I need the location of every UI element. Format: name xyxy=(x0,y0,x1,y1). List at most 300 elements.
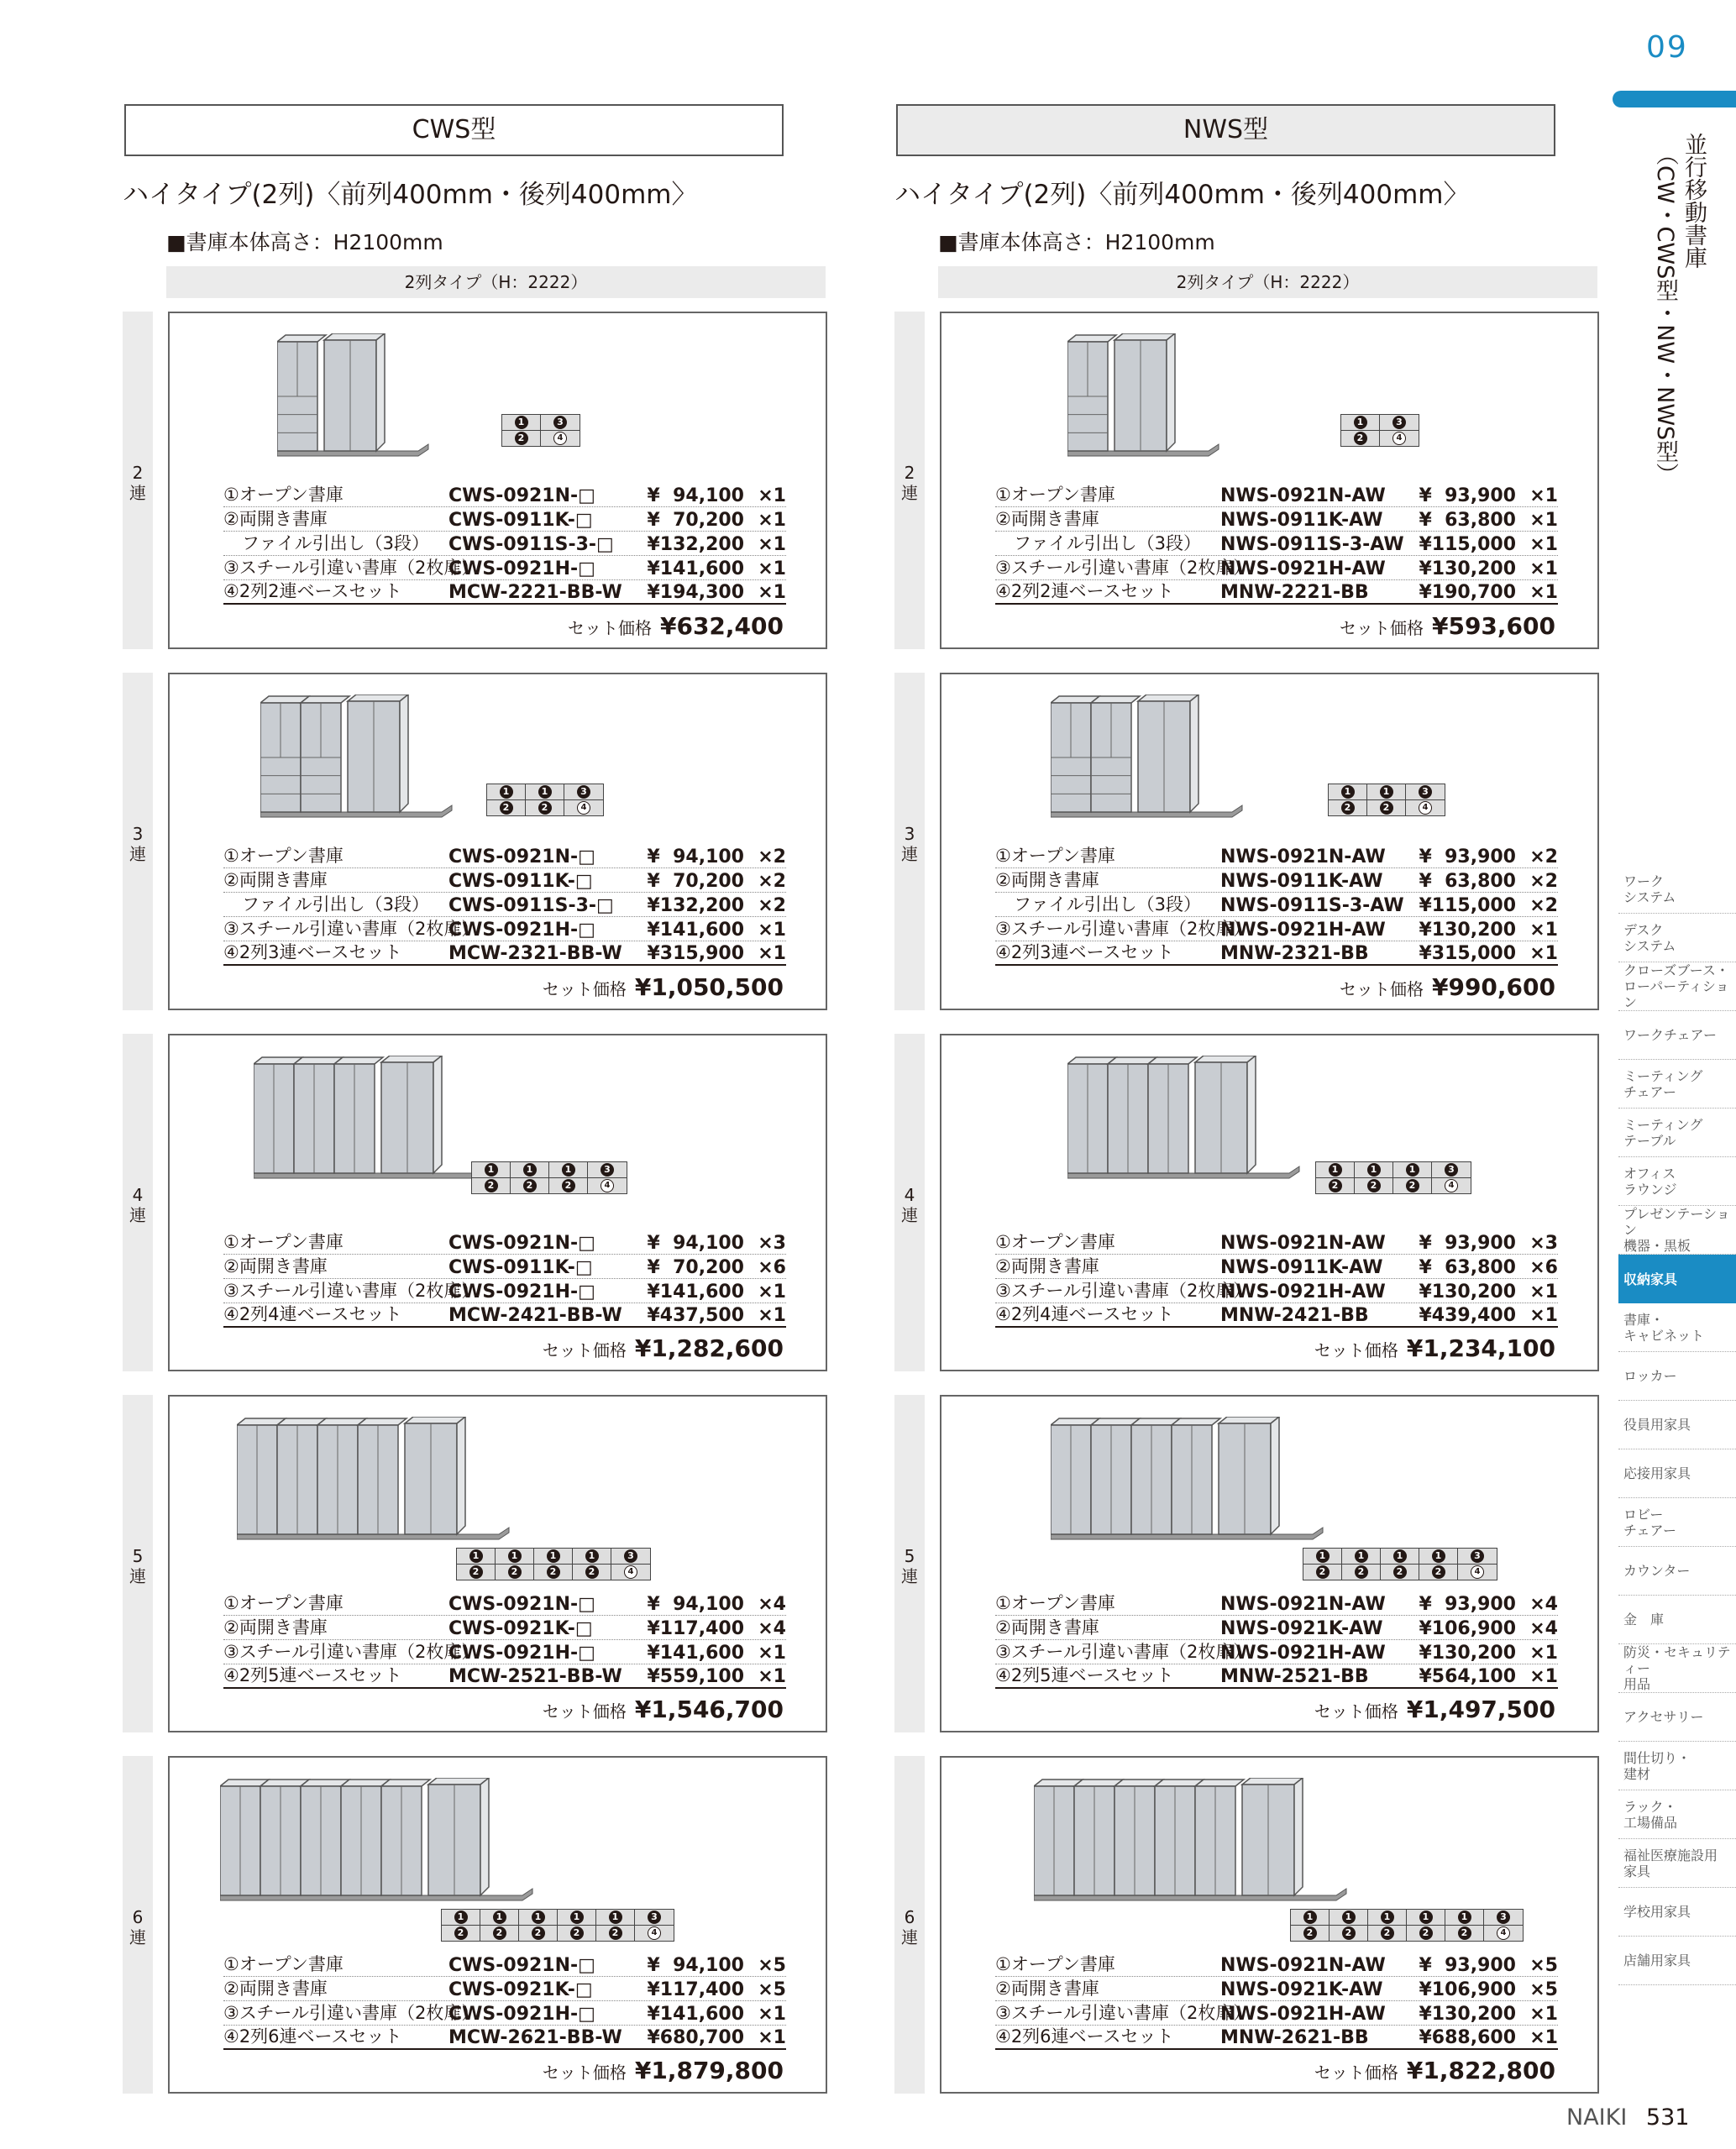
item-price: ¥559,100 xyxy=(647,1666,744,1687)
item-row xyxy=(223,532,786,556)
unit-number-icon: 2 xyxy=(570,1926,584,1940)
nav-item[interactable]: アクセサリー xyxy=(1618,1693,1736,1742)
item-name: ③スチール引違い書庫（2枚扉） xyxy=(223,558,480,578)
diagram-cell xyxy=(588,1162,627,1177)
diagram-row-back xyxy=(442,1926,674,1941)
item-quantity: ×1 xyxy=(1529,1643,1558,1664)
diagram-cell xyxy=(1406,800,1445,815)
item-code: CWS-0921N-□ xyxy=(448,1594,595,1615)
diagram-cell xyxy=(611,1549,650,1564)
unit-number-icon: 2 xyxy=(1419,1926,1433,1940)
unit-number-icon: 1 xyxy=(1380,785,1393,799)
diagram-cell xyxy=(502,415,541,430)
item-quantity: ×1 xyxy=(1529,920,1558,941)
diagram-cell xyxy=(480,1926,519,1941)
item-row xyxy=(995,917,1558,941)
item-row xyxy=(995,1255,1558,1279)
item-name: ①オープン書庫 xyxy=(223,1593,344,1613)
set-price-value: ¥1,546,700 xyxy=(634,1696,784,1723)
item-quantity: ×5 xyxy=(1529,1979,1558,2000)
item-code: NWS-0921K-AW xyxy=(1220,1618,1383,1639)
configuration-box xyxy=(168,1756,827,2094)
diagram-cell xyxy=(1291,1926,1330,1941)
unit-number-icon: 2 xyxy=(1393,1565,1407,1579)
item-price: ¥130,200 xyxy=(1419,1643,1516,1664)
nav-item[interactable]: オフィス ラウンジ xyxy=(1618,1157,1736,1206)
item-quantity: ×2 xyxy=(758,846,786,867)
item-quantity: ×1 xyxy=(758,1305,786,1326)
type-label: 2列タイプ（H：2222） xyxy=(166,266,826,298)
item-code: MCW-2321-BB-W xyxy=(448,943,622,964)
item-quantity: ×1 xyxy=(1529,1305,1558,1326)
item-code: MCW-2221-BB-W xyxy=(448,582,622,603)
nav-item[interactable]: ミーティング テーブル xyxy=(1618,1109,1736,1157)
diagram-cell xyxy=(1316,1178,1355,1193)
diagram-cell xyxy=(511,1162,549,1177)
diagram-cell xyxy=(558,1926,596,1941)
side-title: 並行移動書庫 xyxy=(1681,133,1707,269)
unit-number-icon: 1 xyxy=(1381,1911,1394,1924)
unit-number-icon: 1 xyxy=(1419,1911,1433,1924)
item-quantity: ×1 xyxy=(758,943,786,964)
item-price: ¥130,200 xyxy=(1419,1282,1516,1303)
side-subtitle: （CW・CWS型・NW・NWS型） xyxy=(1652,143,1678,486)
shelving-illustration xyxy=(220,1778,539,1921)
item-row xyxy=(995,941,1558,966)
unit-number-icon: 3 xyxy=(1392,416,1406,429)
item-name: ③スチール引違い書庫（2枚扉） xyxy=(995,1281,1251,1301)
configuration-block xyxy=(894,1756,1596,2105)
item-name: ファイル引出し（3段） xyxy=(1014,533,1201,553)
item-row xyxy=(223,1977,786,2001)
nav-item[interactable]: ロビー チェアー xyxy=(1618,1498,1736,1547)
nav-item[interactable]: クローズブース・ ローパーティション xyxy=(1618,962,1736,1011)
nav-item[interactable]: ロッカー xyxy=(1618,1352,1736,1401)
unit-number-icon: 1 xyxy=(1354,416,1367,429)
illustration xyxy=(237,1417,516,1563)
chapter-number: 09 xyxy=(1646,30,1688,65)
item-price: ¥117,400 xyxy=(647,1979,744,2000)
set-price-label: セット価格 xyxy=(542,2063,627,2083)
diagram-cell xyxy=(457,1549,496,1564)
diagram-cell xyxy=(573,1549,611,1564)
item-name: ④2列4連ベースセット xyxy=(223,1304,402,1324)
item-price: ¥ 70,200 xyxy=(647,871,744,892)
unit-number-icon: 1 xyxy=(538,785,552,799)
item-code: CWS-0921N-□ xyxy=(448,846,595,867)
item-quantity: ×6 xyxy=(758,1257,786,1278)
item-quantity: ×4 xyxy=(1529,1594,1558,1615)
item-code: NWS-0921N-AW xyxy=(1220,1233,1386,1254)
item-name: ④2列2連ベースセット xyxy=(223,581,402,601)
unit-number-icon: 4 xyxy=(1445,1179,1458,1192)
page-footer xyxy=(1566,2104,1689,2131)
unit-number-icon: 2 xyxy=(508,1565,522,1579)
unit-number-icon: 2 xyxy=(469,1565,483,1579)
item-row xyxy=(223,1591,786,1616)
item-quantity: ×1 xyxy=(1529,485,1558,506)
unit-number-icon: 4 xyxy=(577,801,590,815)
shelving-illustration xyxy=(1034,1778,1353,1921)
item-price: ¥132,200 xyxy=(647,895,744,916)
item-name: ③スチール引違い書庫（2枚扉） xyxy=(223,919,480,939)
unit-number-icon: 1 xyxy=(469,1549,483,1563)
item-price: ¥141,600 xyxy=(647,558,744,579)
item-quantity: ×2 xyxy=(758,895,786,916)
configuration-block xyxy=(123,1034,824,1383)
item-name: ③スチール引違い書庫（2枚扉） xyxy=(995,1642,1251,1662)
item-code: CWS-0921H-□ xyxy=(448,2004,595,2025)
illustration xyxy=(1051,694,1249,841)
set-price-label: セット価格 xyxy=(1339,618,1424,638)
item-name: ②両開き書庫 xyxy=(223,870,328,890)
unit-number-icon: 1 xyxy=(1342,1911,1356,1924)
nav-item[interactable]: 金 庫 xyxy=(1618,1596,1736,1644)
diagram-cell xyxy=(534,1565,573,1580)
set-price xyxy=(1340,612,1555,640)
nav-item[interactable]: 役員用家具 xyxy=(1618,1401,1736,1449)
item-list xyxy=(995,844,1558,966)
item-code: CWS-0921N-□ xyxy=(448,1233,595,1254)
diagram-cell xyxy=(1458,1549,1497,1564)
nav-item[interactable]: 福祉医療施設用 家具 xyxy=(1618,1839,1736,1888)
diagram-cell xyxy=(1342,1565,1381,1580)
item-name: ①オープン書庫 xyxy=(995,1593,1115,1613)
item-quantity: ×1 xyxy=(758,558,786,579)
nav-item[interactable]: 書庫・ キャビネット xyxy=(1618,1303,1736,1352)
diagram-cell xyxy=(526,800,564,815)
unit-number-icon: 3 xyxy=(624,1549,637,1563)
unit-number-icon: 3 xyxy=(1419,785,1432,799)
item-quantity: ×1 xyxy=(1529,1282,1558,1303)
item-code: NWS-0911S-3-AW xyxy=(1220,534,1404,555)
nav-item[interactable]: 間仕切り・ 建材 xyxy=(1618,1742,1736,1790)
item-quantity: ×2 xyxy=(758,871,786,892)
item-code: NWS-0921N-AW xyxy=(1220,1594,1386,1615)
item-quantity: ×1 xyxy=(758,485,786,506)
layout-diagram xyxy=(1303,1548,1497,1580)
layout-diagram xyxy=(1340,414,1419,447)
unit-number-icon: 3 xyxy=(553,416,567,429)
unit-number-icon: 2 xyxy=(532,1926,545,1940)
diagram-row-back xyxy=(1341,431,1419,446)
diagram-cell xyxy=(519,1926,558,1941)
nav-item[interactable]: プレゼンテーション 機器・黒板 xyxy=(1618,1206,1736,1255)
item-price: ¥ 93,900 xyxy=(1419,846,1516,867)
item-code: NWS-0911K-AW xyxy=(1220,510,1383,531)
item-code: NWS-0911S-3-AW xyxy=(1220,895,1404,916)
nav-item[interactable]: ワーク システム xyxy=(1618,865,1736,914)
item-row xyxy=(995,483,1558,507)
item-row xyxy=(223,1255,786,1279)
unit-count-label: 6 連 xyxy=(123,1756,153,2094)
item-quantity: ×3 xyxy=(1529,1233,1558,1254)
diagram-cell xyxy=(588,1178,627,1193)
diagram-cell xyxy=(1380,415,1419,430)
layout-diagram xyxy=(1328,784,1445,816)
item-row xyxy=(995,844,1558,868)
page-number: 531 xyxy=(1645,2104,1690,2131)
item-name: ②両開き書庫 xyxy=(995,1256,1099,1276)
item-name: ③スチール引違い書庫（2枚扉） xyxy=(995,558,1251,578)
set-price xyxy=(543,2057,784,2084)
item-code: NWS-0921H-AW xyxy=(1220,558,1386,579)
diagram-cell xyxy=(1458,1565,1497,1580)
unit-number-icon: 1 xyxy=(515,416,528,429)
unit-number-icon: 2 xyxy=(1381,1926,1394,1940)
item-price: ¥ 93,900 xyxy=(1419,1955,1516,1976)
nav-item[interactable]: カウンター xyxy=(1618,1547,1736,1596)
unit-number-icon: 2 xyxy=(515,432,528,445)
diagram-cell xyxy=(1355,1162,1393,1177)
unit-number-icon: 1 xyxy=(1355,1549,1368,1563)
layout-diagram xyxy=(1290,1909,1524,1942)
set-price-value: ¥1,879,800 xyxy=(634,2057,784,2084)
cws-column xyxy=(123,104,824,2105)
set-price xyxy=(1314,1696,1555,1723)
item-code: NWS-0921H-AW xyxy=(1220,1643,1386,1664)
item-name: ④2列6連ベースセット xyxy=(995,2026,1174,2047)
item-price: ¥ 93,900 xyxy=(1419,1233,1516,1254)
item-quantity: ×1 xyxy=(758,2027,786,2048)
configuration-block xyxy=(123,312,824,661)
configuration-box xyxy=(940,1034,1599,1371)
diagram-cell xyxy=(635,1910,674,1925)
diagram-row-front xyxy=(1341,415,1419,431)
item-name: ②両開き書庫 xyxy=(223,1617,328,1638)
item-price: ¥ 63,800 xyxy=(1419,871,1516,892)
item-code: CWS-0921H-□ xyxy=(448,558,595,579)
diagram-cell xyxy=(511,1178,549,1193)
unit-number-icon: 1 xyxy=(1393,1549,1407,1563)
item-row xyxy=(223,1616,786,1640)
item-price: ¥130,200 xyxy=(1419,920,1516,941)
unit-number-icon: 1 xyxy=(1341,785,1355,799)
diagram-cell xyxy=(526,784,564,799)
unit-number-icon: 1 xyxy=(454,1911,468,1924)
item-row xyxy=(223,868,786,893)
item-name: ②両開き書庫 xyxy=(223,1256,328,1276)
unit-number-icon: 2 xyxy=(1316,1565,1330,1579)
item-name: ③スチール引違い書庫（2枚扉） xyxy=(995,2003,1251,2023)
item-code: CWS-0911K-□ xyxy=(448,510,593,531)
item-code: CWS-0921H-□ xyxy=(448,1282,595,1303)
diagram-row-back xyxy=(472,1178,627,1193)
item-name: ファイル引出し（3段） xyxy=(1014,894,1201,915)
item-price: ¥564,100 xyxy=(1419,1666,1516,1687)
item-price: ¥117,400 xyxy=(647,1618,744,1639)
item-row xyxy=(995,1640,1558,1664)
configuration-box xyxy=(940,1395,1599,1732)
item-row xyxy=(223,507,786,532)
illustration xyxy=(1067,1056,1306,1202)
item-list xyxy=(223,1952,786,2050)
item-name: ④2列4連ベースセット xyxy=(995,1304,1174,1324)
diagram-row-back xyxy=(487,800,603,815)
layout-diagram xyxy=(501,414,580,447)
diagram-cell xyxy=(472,1178,511,1193)
diagram-cell xyxy=(1341,415,1380,430)
unit-number-icon: 1 xyxy=(500,785,513,799)
item-code: NWS-0921K-AW xyxy=(1220,1979,1383,2000)
nav-item[interactable]: 応接用家具 xyxy=(1618,1449,1736,1498)
unit-number-icon: 1 xyxy=(493,1911,506,1924)
diagram-cell xyxy=(1329,784,1367,799)
diagram-cell xyxy=(487,800,526,815)
nav-item[interactable]: 防災・セキュリティー 用品 xyxy=(1618,1644,1736,1693)
item-row xyxy=(995,507,1558,532)
item-name: ③スチール引違い書庫（2枚扉） xyxy=(223,2003,480,2023)
unit-number-icon: 2 xyxy=(1355,1565,1368,1579)
item-name: ④2列6連ベースセット xyxy=(223,2026,402,2047)
item-name: ①オープン書庫 xyxy=(995,1954,1115,1974)
diagram-cell xyxy=(1484,1926,1523,1941)
item-name: ④2列2連ベースセット xyxy=(995,581,1174,601)
unit-number-icon: 1 xyxy=(1406,1163,1419,1177)
diagram-cell xyxy=(1367,784,1406,799)
item-code: NWS-0921N-AW xyxy=(1220,846,1386,867)
brand-name: NAIKI xyxy=(1566,2104,1628,2131)
nav-item[interactable]: 店舗用家具 xyxy=(1618,1937,1736,1985)
nav-item[interactable]: ワークチェアー xyxy=(1618,1011,1736,1060)
unit-number-icon: 2 xyxy=(1303,1926,1317,1940)
nav-item[interactable]: ラック・ 工場備品 xyxy=(1618,1790,1736,1839)
unit-number-icon: 3 xyxy=(648,1911,661,1924)
diagram-cell xyxy=(487,784,526,799)
configuration-box xyxy=(168,312,827,649)
item-quantity: ×5 xyxy=(758,1955,786,1976)
item-price: ¥ 94,100 xyxy=(647,1955,744,1976)
unit-number-icon: 1 xyxy=(1329,1163,1342,1177)
diagram-cell xyxy=(1291,1910,1330,1925)
unit-count-label: 5 連 xyxy=(123,1395,153,1732)
item-code: MNW-2321-BB xyxy=(1220,943,1369,964)
item-name: ①オープン書庫 xyxy=(223,1232,344,1252)
configuration-box xyxy=(168,1034,827,1371)
unit-number-icon: 2 xyxy=(538,801,552,815)
item-quantity: ×1 xyxy=(758,2004,786,2025)
diagram-cell xyxy=(1316,1162,1355,1177)
shelving-illustration xyxy=(1051,694,1249,837)
illustration xyxy=(277,333,435,480)
diagram-row-front xyxy=(1303,1549,1497,1565)
item-quantity: ×4 xyxy=(1529,1618,1558,1639)
item-code: CWS-0911S-3-□ xyxy=(448,895,614,916)
set-price-value: ¥632,400 xyxy=(659,612,784,640)
diagram-row-back xyxy=(1303,1565,1497,1580)
diagram-cell xyxy=(549,1162,588,1177)
unit-number-icon: 2 xyxy=(1354,432,1367,445)
item-price: ¥130,200 xyxy=(1419,558,1516,579)
shelving-illustration xyxy=(260,694,459,837)
item-row xyxy=(223,1952,786,1977)
diagram-cell xyxy=(1419,1549,1458,1564)
item-list xyxy=(223,1230,786,1328)
unit-number-icon: 2 xyxy=(609,1926,622,1940)
item-price: ¥ 94,100 xyxy=(647,1233,744,1254)
item-code: NWS-0911K-AW xyxy=(1220,1257,1383,1278)
item-row xyxy=(223,893,786,917)
diagram-row-front xyxy=(457,1549,650,1565)
item-code: NWS-0921N-AW xyxy=(1220,485,1386,506)
item-code: CWS-0911S-3-□ xyxy=(448,534,614,555)
set-price-label: セット価格 xyxy=(542,979,627,999)
diagram-cell xyxy=(442,1910,480,1925)
diagram-cell xyxy=(549,1178,588,1193)
item-name: ファイル引出し（3段） xyxy=(242,894,429,915)
nav-item[interactable]: ミーティング チェアー xyxy=(1618,1060,1736,1109)
diagram-row-back xyxy=(1291,1926,1523,1941)
diagram-row-back xyxy=(1329,800,1445,815)
item-name: ③スチール引違い書庫（2枚扉） xyxy=(995,919,1251,939)
item-row xyxy=(995,1303,1558,1328)
nws-column xyxy=(894,104,1596,2105)
illustration xyxy=(254,1056,492,1202)
item-price: ¥437,500 xyxy=(647,1305,744,1326)
diagram-cell xyxy=(1445,1910,1484,1925)
diagram-cell xyxy=(534,1549,573,1564)
item-code: CWS-0921H-□ xyxy=(448,920,595,941)
item-code: CWS-0921K-□ xyxy=(448,1979,593,2000)
configuration-box xyxy=(940,673,1599,1010)
set-price-value: ¥1,050,500 xyxy=(634,973,784,1001)
unit-number-icon: 1 xyxy=(523,1163,537,1177)
item-price: ¥132,200 xyxy=(647,534,744,555)
diagram-cell xyxy=(1330,1910,1368,1925)
nav-item[interactable]: 学校用家具 xyxy=(1618,1888,1736,1937)
diagram-row-back xyxy=(502,431,580,446)
set-price-value: ¥1,282,600 xyxy=(634,1334,784,1362)
item-name: ④2列3連ベースセット xyxy=(223,942,402,962)
unit-number-icon: 1 xyxy=(585,1549,599,1563)
unit-number-icon: 4 xyxy=(601,1179,614,1192)
configuration-block xyxy=(894,673,1596,1022)
item-price: ¥ 70,200 xyxy=(647,510,744,531)
unit-number-icon: 2 xyxy=(585,1565,599,1579)
item-code: NWS-0921H-AW xyxy=(1220,2004,1386,2025)
configuration-block xyxy=(894,1034,1596,1383)
item-price: ¥ 70,200 xyxy=(647,1257,744,1278)
unit-count-label: 5 連 xyxy=(894,1395,925,1732)
item-name: ①オープン書庫 xyxy=(223,846,344,866)
item-row xyxy=(995,1977,1558,2001)
configuration-box xyxy=(940,1756,1599,2094)
configuration-block xyxy=(894,312,1596,661)
item-name: ②両開き書庫 xyxy=(995,1979,1099,1999)
item-code: NWS-0921H-AW xyxy=(1220,1282,1386,1303)
item-quantity: ×2 xyxy=(1529,871,1558,892)
diagram-cell xyxy=(1368,1926,1407,1941)
height-note: ■書庫本体高さ：H2100mm xyxy=(166,230,443,254)
diagram-cell xyxy=(1407,1926,1445,1941)
item-quantity: ×1 xyxy=(1529,582,1558,603)
item-name: ③スチール引違い書庫（2枚扉） xyxy=(223,1281,480,1301)
unit-number-icon: 2 xyxy=(500,801,513,815)
item-name: ①オープン書庫 xyxy=(223,1954,344,1974)
diagram-cell xyxy=(1432,1178,1471,1193)
item-code: MNW-2221-BB xyxy=(1220,582,1369,603)
item-list xyxy=(995,1952,1558,2050)
diagram-cell xyxy=(1341,431,1380,446)
nav-item[interactable]: 収納家具 xyxy=(1618,1255,1736,1303)
unit-number-icon: 2 xyxy=(1341,801,1355,815)
item-list xyxy=(995,1230,1558,1328)
set-price-label: セット価格 xyxy=(542,1701,627,1722)
item-name: ④2列3連ベースセット xyxy=(995,942,1174,962)
item-price: ¥ 93,900 xyxy=(1419,485,1516,506)
diagram-row-front xyxy=(487,784,603,800)
nav-item[interactable]: デスク システム xyxy=(1618,914,1736,962)
